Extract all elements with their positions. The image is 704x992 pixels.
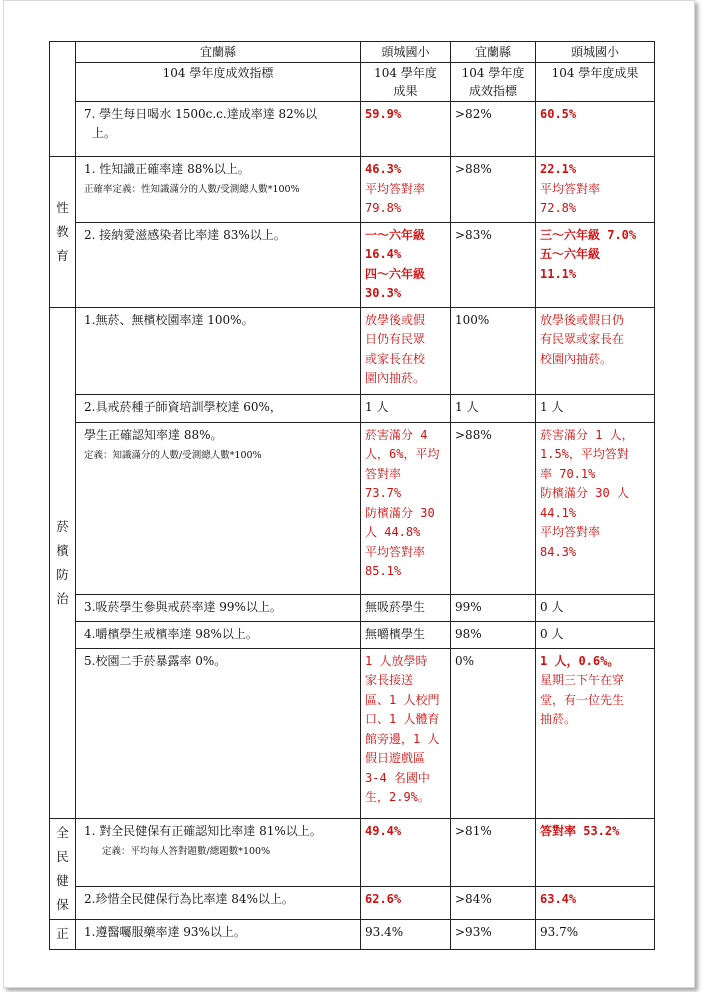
- target-value: >88%: [451, 422, 536, 594]
- target-value: >81%: [451, 818, 536, 886]
- table-row: [50, 621, 655, 648]
- result-value: 三～六年級 7.0% 五～六年級 11.1%: [536, 222, 655, 307]
- indicator-betel-quit: 4.嚼檳學生戒檳率達 98%以上。: [76, 621, 361, 648]
- target-value: 1 人: [451, 394, 536, 422]
- result-value: 60.5%: [536, 102, 655, 157]
- result-value: 0 人: [536, 594, 655, 621]
- header-school-results-2: 104 學年度成果: [536, 63, 655, 102]
- header-school: 頭城國小: [361, 42, 451, 63]
- target-value: 98%: [451, 621, 536, 648]
- school-value: 1 人: [361, 394, 451, 422]
- indicator-sex-knowledge: 1. 性知識正確率達 88%以上。 正確率定義：性知識滿分的人數/受測總人數*100%: [76, 157, 361, 223]
- header-school-results: 104 學年度 成果: [361, 63, 451, 102]
- result-value: 93.7%: [536, 919, 655, 949]
- table-row: [50, 422, 655, 594]
- header-row: [50, 42, 655, 63]
- table-row: [50, 648, 655, 818]
- category-medication: 正: [50, 919, 76, 949]
- table-row: [50, 594, 655, 621]
- indicator-water: 7. 學生每日喝水 1500c.c.達成率達 82%以 上。: [76, 102, 361, 157]
- target-value: 99%: [451, 594, 536, 621]
- header-county-targets: 104 學年度 成效指標: [451, 63, 536, 102]
- target-value: 0%: [451, 648, 536, 818]
- target-value: >83%: [451, 222, 536, 307]
- table-row: [50, 222, 655, 307]
- table-row: [50, 919, 655, 949]
- result-value: 0 人: [536, 621, 655, 648]
- school-value: 無嚼檳學生: [361, 621, 451, 648]
- result-value: 放學後或假日仍 有民眾或家長在 校園內抽菸。: [536, 307, 655, 394]
- definition-note: 定義：知識滿分的人數/受測總人數*100%: [84, 449, 262, 461]
- result-value: 22.1% 平均答對率 72.8%: [536, 157, 655, 223]
- category-header-cell: [50, 42, 76, 157]
- school-value: 無吸菸學生: [361, 594, 451, 621]
- indicator-nhi-knowledge: 1. 對全民健保有正確認知比率達 81%以上。 定義：平均每人答對題數/總題數*100%: [76, 818, 361, 886]
- indicator-medication: 1.遵醫囑服藥率達 93%以上。: [76, 919, 361, 949]
- table-row: [50, 886, 655, 919]
- school-value: 放學後或假 日仍有民眾 或家長在校 園內抽菸。: [361, 307, 451, 394]
- indicator-table: [49, 41, 655, 950]
- result-value: 菸害滿分 1 人， 1.5%，平均答對 率 70.1% 防檳滿分 30 人 44.1% 平均答對率 84.3%: [536, 422, 655, 594]
- target-value: >88%: [451, 157, 536, 223]
- indicator-smoker-quit: 3.吸菸學生參與戒菸率達 99%以上。: [76, 594, 361, 621]
- indicator-aids-acceptance: 2. 接納愛滋感染者比率達 83%以上。: [76, 222, 361, 307]
- header-county: 宜蘭縣: [76, 42, 361, 63]
- school-value: 59.9%: [361, 102, 451, 157]
- header-county-indicators: 104 學年度成效指標: [76, 63, 361, 102]
- school-value: 菸害滿分 4 人，6%，平均 答對率 73.7% 防檳滿分 30 人 44.8% 平均答對率 85.1%: [361, 422, 451, 594]
- school-value: 一～六年級 16.4% 四～六年級 30.3%: [361, 222, 451, 307]
- table-row: [50, 818, 655, 886]
- school-value: 49.4%: [361, 818, 451, 886]
- definition-note: 定義：平均每人答對題數/總題數*100%: [102, 845, 271, 857]
- school-value: 62.6%: [361, 886, 451, 919]
- result-value: 1 人，0.6%。 星期三下午在穿 堂，有一位先生 抽菸。: [536, 648, 655, 818]
- target-value: >93%: [451, 919, 536, 949]
- indicator-smoke-free: 1.無菸、無檳校園率達 100%。: [76, 307, 361, 394]
- category-tobacco: 菸 檳 防 治: [50, 307, 76, 818]
- indicator-quit-teachers: 2.具戒菸種子師資培訓學校達 60%，: [76, 394, 361, 422]
- header-county-2: 宜蘭縣: [451, 42, 536, 63]
- table-row: [50, 307, 655, 394]
- category-sex-education: 性 教 育: [50, 157, 76, 308]
- target-value: 100%: [451, 307, 536, 394]
- table-row: [50, 102, 655, 157]
- target-value: >84%: [451, 886, 536, 919]
- category-nhi: 全 民 健 保: [50, 818, 76, 919]
- result-value: 1 人: [536, 394, 655, 422]
- school-value: 1 人放學時 家長接送 區、1 人校門 口、1 人體育 館旁邊，1 人 假日遊戲區 3-4 名國中 生，2.9%。: [361, 648, 451, 818]
- indicator-nhi-behavior: 2.珍惜全民健保行為比率達 84%以上。: [76, 886, 361, 919]
- result-value: 答對率 53.2%: [536, 818, 655, 886]
- target-value: >82%: [451, 102, 536, 157]
- result-value: 63.4%: [536, 886, 655, 919]
- table-row: [50, 394, 655, 422]
- school-value: 46.3% 平均答對率 79.8%: [361, 157, 451, 223]
- table-row: [50, 157, 655, 223]
- school-value: 93.4%: [361, 919, 451, 949]
- indicator-correct-awareness: 學生正確認知率達 88%。 定義：知識滿分的人數/受測總人數*100%: [76, 422, 361, 594]
- definition-note: 正確率定義：性知識滿分的人數/受測總人數*100%: [84, 184, 300, 195]
- header-subrow: [50, 63, 655, 102]
- indicator-secondhand-smoke: 5.校園二手菸暴露率 0%。: [76, 648, 361, 818]
- header-school-2: 頭城國小: [536, 42, 655, 63]
